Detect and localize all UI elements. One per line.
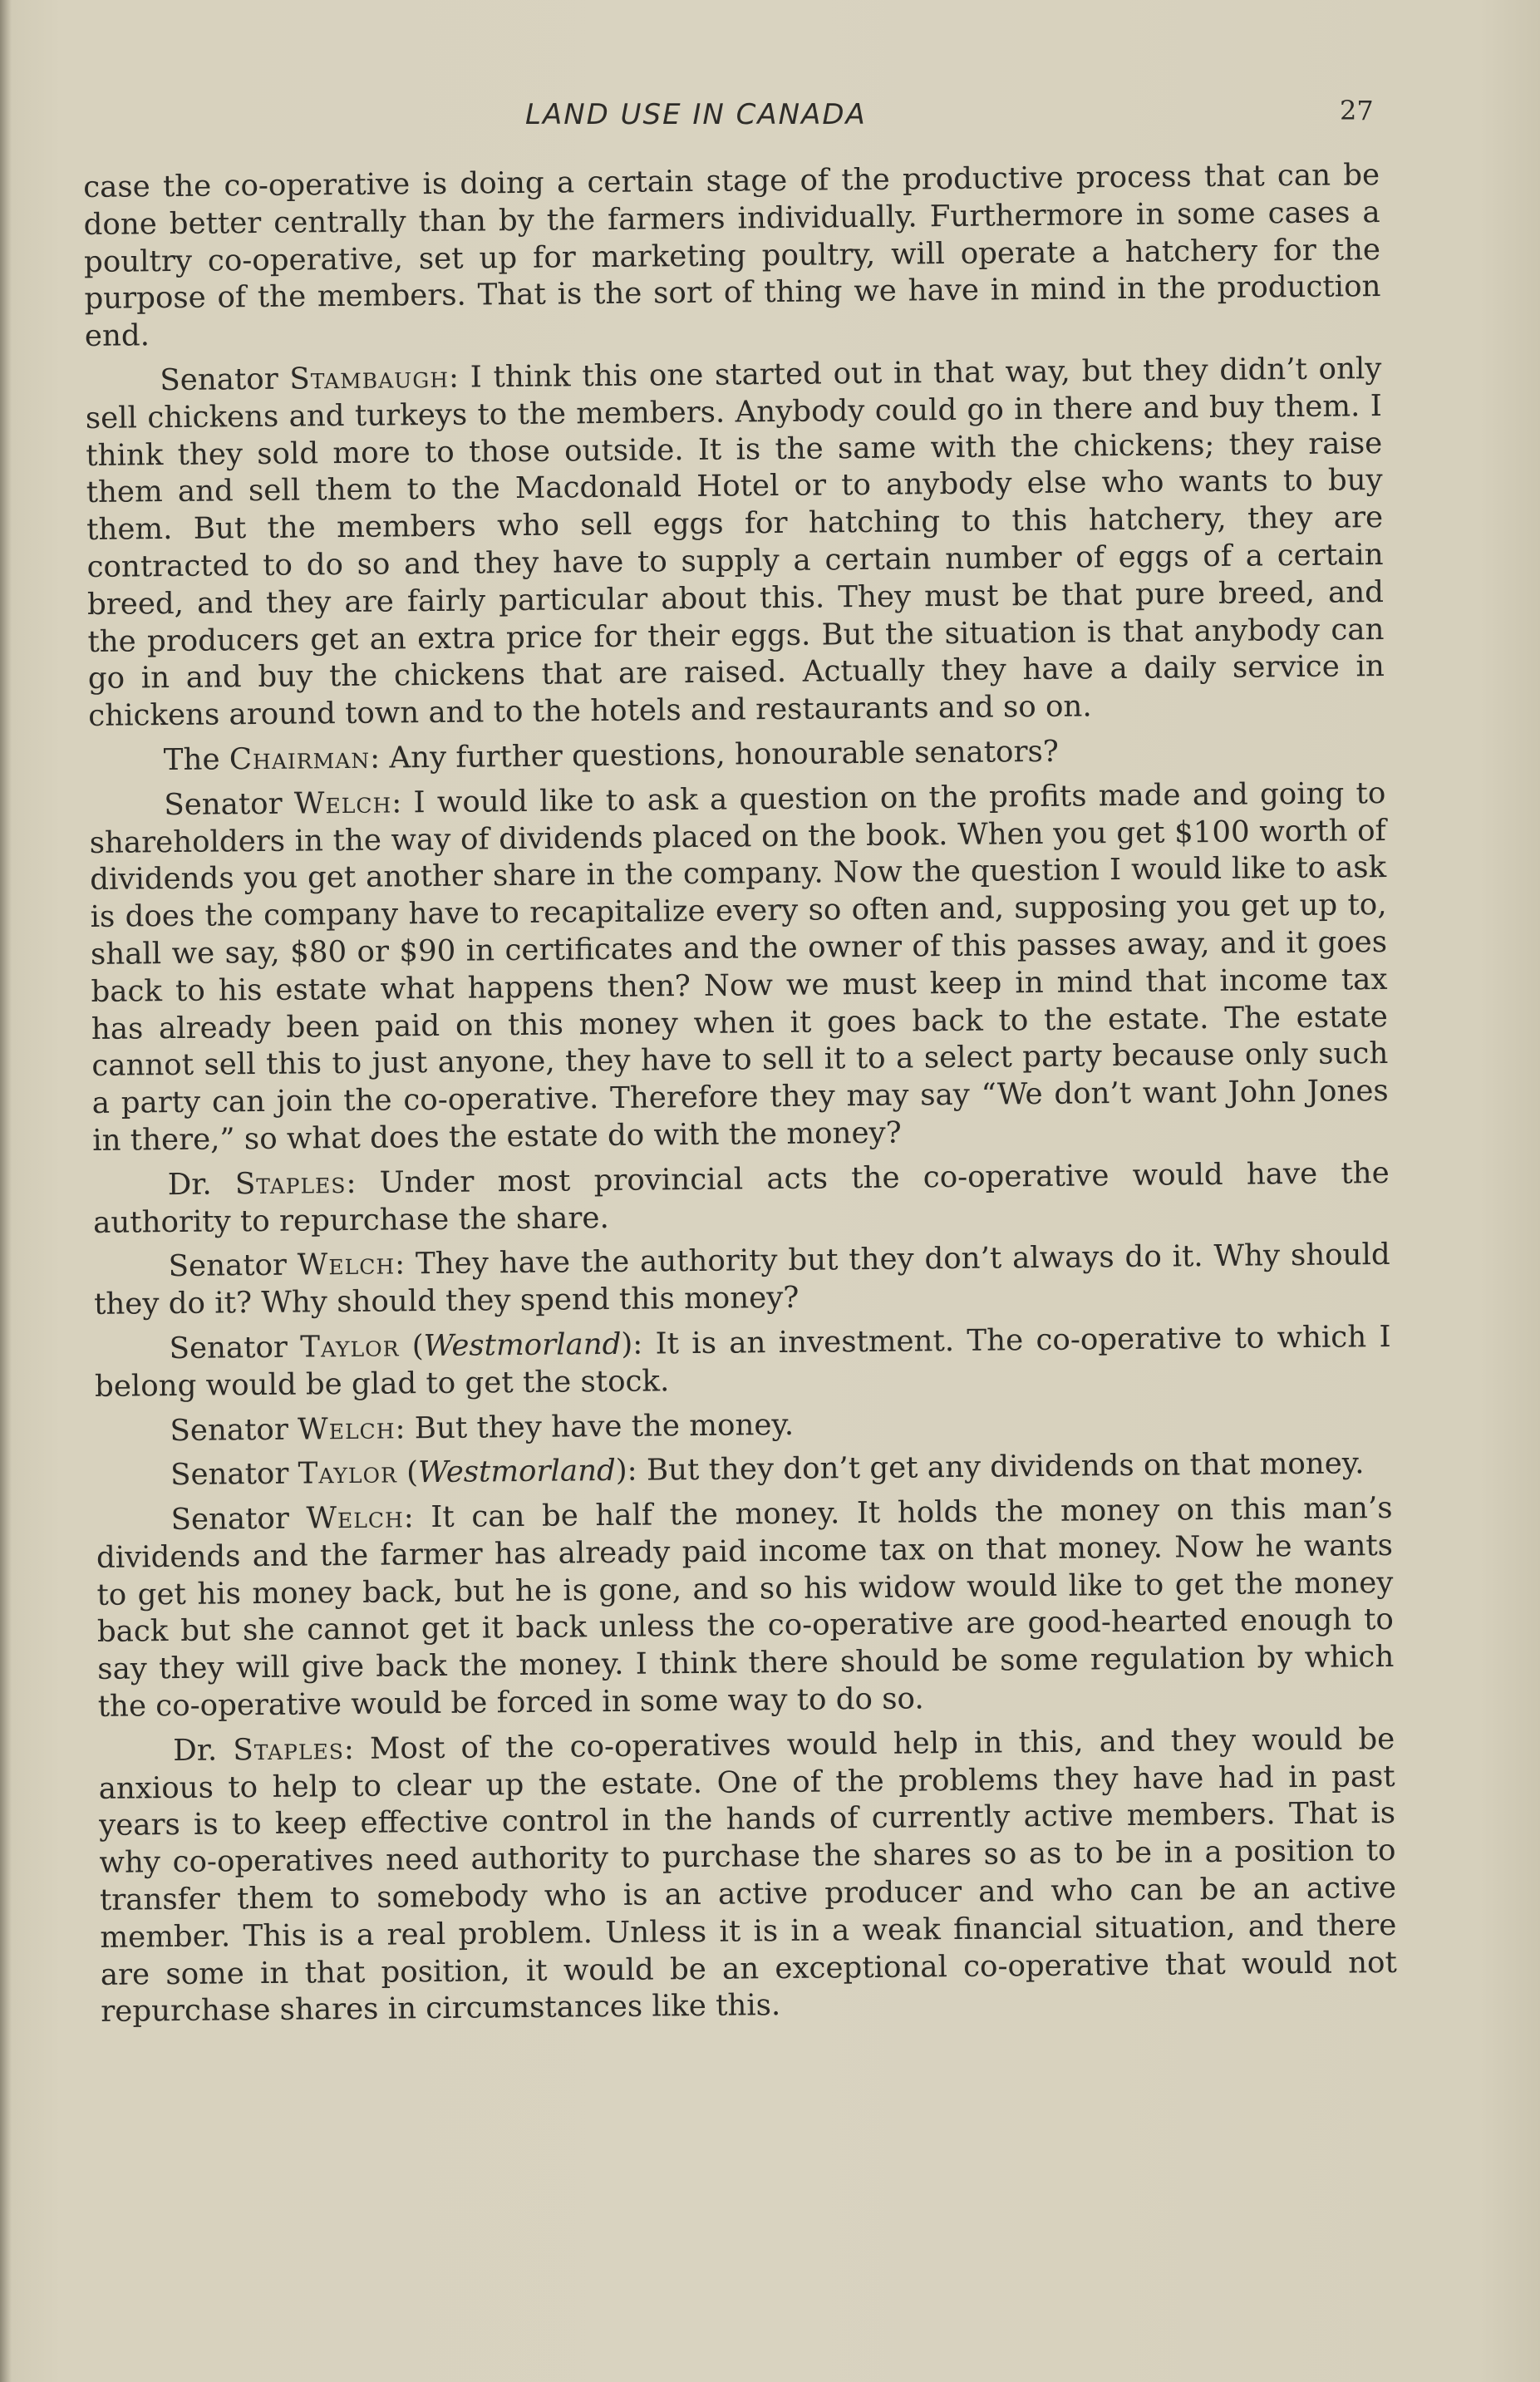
paragraph-text: It can be half the money. It holds the money on this man’s dividends and the farmer has already paid income tax on that money. Now he wants to get his money back, but he is gone, and so his widow would like to get the money back but she cannot get it back unless the co-operative are good-hearted enough to say they will give back the money. I think there should be some regulation by which the co-operative would be forced in some way to do so. — [96, 1491, 1395, 1724]
paragraph-text: It is an investment. The co-operative to which I belong would be glad to get the stock. — [94, 1319, 1391, 1404]
paragraph-stambaugh — [85, 351, 1385, 736]
paragraph-text: I think this one started out in that way, but they didn’t only sell chickens and turkeys to the members. Anybody could go in there and buy them. I think they sold more to those outside. It is the same with the chickens; they raise them and sell them to the Macdonald Hotel or to anybody else who wants to buy them. But the members who sell eggs for hatching to this hatchery, they are contracted to do so and they have to supply a certain number of eggs of a certain breed, and they are fairly particular about this. They must be that pure breed, and the producers get an extra price for their eggs. But the situation is that anybody can go in and buy the chickens that are raised. Actually they have a daily service in chickens around town and to the hotels and restaurants and so on. — [85, 351, 1385, 734]
speaker-name: Taylor — [300, 1329, 400, 1365]
speaker-suffix: ): — [615, 1453, 647, 1489]
speaker-name: Chairman — [229, 741, 371, 777]
paragraph-text: But they have the money. — [414, 1407, 795, 1445]
speaker-name: Staples — [233, 1731, 345, 1768]
speaker-suffix: : — [343, 1731, 371, 1766]
binding-shadow — [0, 0, 12, 2382]
paragraph-text: But they don’t get any dividends on that money. — [646, 1446, 1365, 1488]
page-number: 27 — [1340, 95, 1374, 126]
speaker-suffix: : — [394, 1247, 416, 1282]
speaker-suffix: : — [395, 1410, 416, 1445]
paragraph-staples — [93, 1155, 1390, 1243]
speaker-prefix: Senator — [169, 1330, 301, 1366]
speaker-prefix: Senator — [160, 362, 290, 398]
speaker-name: Stambaugh — [289, 360, 450, 396]
speaker-suffix: : — [346, 1165, 380, 1200]
paragraph-taylor: Senator Taylor (Westmorland): But they don’t get any dividends on that money. — [170, 1446, 1365, 1493]
speaker-prefix: Senator — [170, 1501, 307, 1538]
speaker-prefix: Senator — [170, 1456, 298, 1493]
speaker-name: Welch — [306, 1500, 405, 1536]
speaker-affiliation: Westmorland — [417, 1454, 616, 1490]
paragraph-welch — [96, 1490, 1395, 1726]
speaker-prefix: Senator — [168, 1248, 298, 1284]
speaker-prefix: Dr. — [167, 1167, 236, 1202]
speaker-name: Taylor — [298, 1455, 398, 1491]
speaker-name: Welch — [297, 1410, 396, 1447]
speaker-suffix: : — [448, 360, 470, 395]
paragraph-welch — [93, 1237, 1390, 1324]
speaker-suffix: ): — [621, 1326, 656, 1361]
paragraph-chairman — [89, 731, 1385, 780]
speaker-suffix: : — [369, 741, 390, 775]
paragraph-welch — [89, 775, 1389, 1160]
paragraph-text: Under most provincial acts the co-operative would have the authority to repurchase the share. — [92, 1155, 1390, 1240]
speaker-name: Welch — [293, 785, 392, 821]
speaker-name: Staples — [234, 1165, 347, 1202]
paragraph-taylor: Senator Taylor (Westmorland): It is an investment. The co-operative to which I belong would be glad to get the stock. — [94, 1319, 1391, 1404]
speaker-prefix: Senator — [170, 1412, 298, 1448]
speaker-name: Welch — [297, 1247, 396, 1282]
speaker-prefix: Dr. — [173, 1733, 234, 1768]
speaker-suffix: : — [403, 1500, 431, 1535]
speaker-suffix: : — [391, 785, 414, 820]
transcript-body — [83, 157, 1398, 2039]
speaker-affiliation: Westmorland — [423, 1326, 622, 1364]
speaker-prefix: Senator — [164, 786, 295, 822]
paragraph-welch — [95, 1400, 1391, 1450]
paragraph-text: case the co-operative is doing a certain stage of the productive process that can be done better centrally than by the farmers individually. Furthermore in some cases a poultry co-operative, set up for marketing poultry, will operate a hatchery for the purpose of the members. That is the sort of thing we have in mind in the production end. — [83, 158, 1381, 354]
speaker-prefix: The — [163, 742, 230, 778]
paragraph-text: Most of the co-operatives would help in this, and they would be anxious to help to clear up the estate. One of the problems they have had in past years is to keep effective control in the hands of currently active members. That is why co-operatives need authority to purchase the shares so as to be in a position to transfer them to somebody who is an active producer and who can be an active member. This is a real problem. Unless it is in a weak financial situation, and there are some in that position, it would be an exceptional co-operative that would not repurchase shares in circumstances like this. — [98, 1721, 1397, 2030]
paragraph-staples — [98, 1721, 1397, 2031]
paragraph-text: I would like to ask a question on the profits made and going to shareholders in the way of dividends placed on the book. When you get $100 worth of dividends you get another share in the company. Now the question I would like to ask is does the company have to recapitalize every so often and, supposing you get up to, shall we say, $80 or $90 in certificates and the owner of this passes away, and it goes back to his estate what happens then? Now we must keep in mind that income tax has already been paid on this money when it goes back to the estate. The estate cannot sell this to just anyone, they have to sell it to a select party because only such a party can join the co-operative. Therefore they may say “We don’t want John Jones in there,” so what does the estate do with the money? — [89, 775, 1389, 1158]
paragraph-text: Any further questions, honourable senators? — [389, 734, 1059, 775]
paragraph-continued — [83, 157, 1381, 356]
running-title: LAND USE IN CANADA — [525, 98, 867, 131]
running-head — [0, 95, 1540, 140]
paragraph-text: They have the authority but they don’t always do it. Why should they do it? Why should they spend this money? — [93, 1238, 1390, 1322]
